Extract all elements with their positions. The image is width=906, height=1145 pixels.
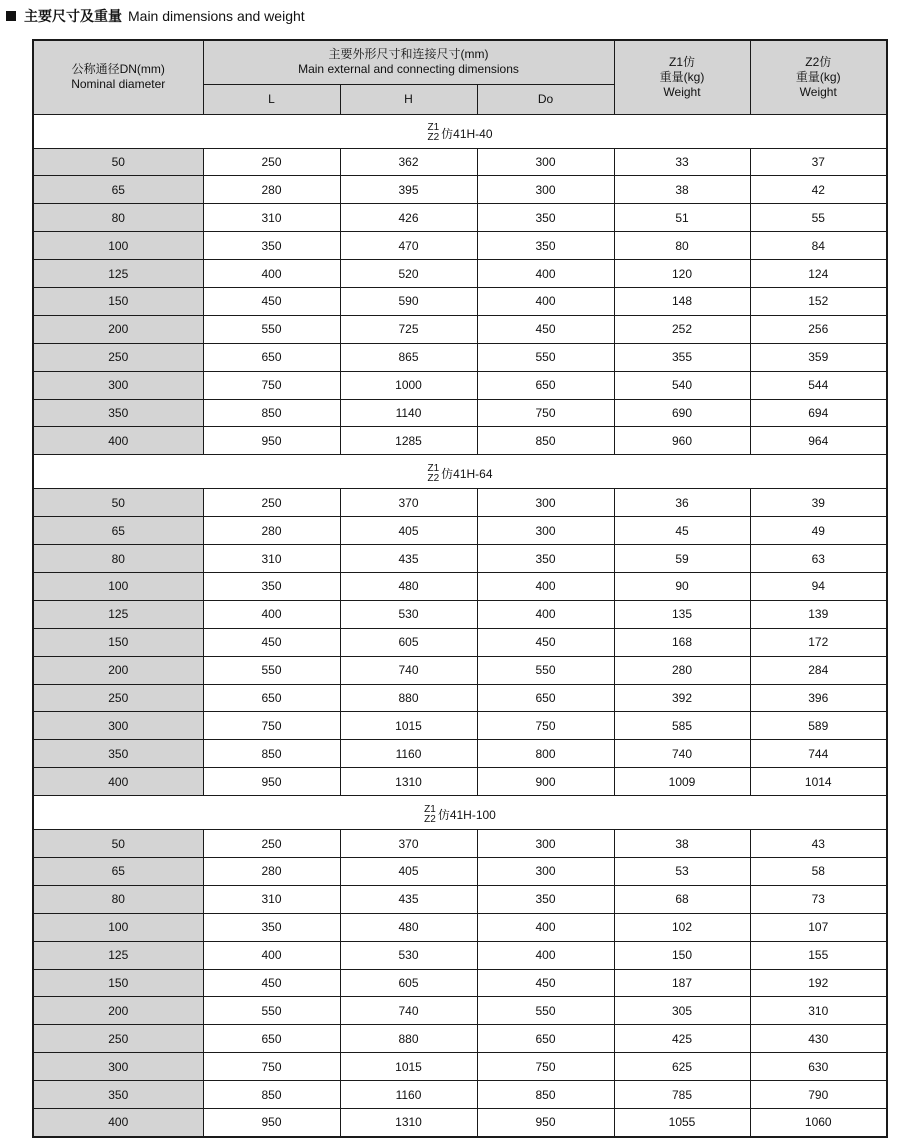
cell-l: 450: [203, 287, 340, 315]
cell-z2-weight: 58: [750, 857, 887, 885]
cell-z1-weight: 135: [614, 600, 750, 628]
cell-do: 300: [477, 830, 614, 858]
cell-z2-weight: 39: [750, 489, 887, 517]
cell-z2-weight: 430: [750, 1025, 887, 1053]
cell-h: 1015: [340, 712, 477, 740]
table-row: [33, 287, 887, 315]
table-row: [33, 600, 887, 628]
table-body: [33, 114, 887, 1137]
cell-z1-weight: 540: [614, 371, 750, 399]
section-model-name: 仿41H-40: [441, 126, 493, 141]
cell-do: 350: [477, 204, 614, 232]
cell-h: 435: [340, 545, 477, 573]
title-zh: 主要尺寸及重量: [24, 8, 122, 24]
cell-z1-weight: 585: [614, 712, 750, 740]
cell-dn: 100: [33, 572, 203, 600]
cell-do: 650: [477, 684, 614, 712]
title-en: Main dimensions and weight: [128, 8, 305, 24]
section-model-name: 仿41H-64: [441, 467, 493, 482]
cell-dn: 300: [33, 1053, 203, 1081]
header-z1-weight: Z1仿 重量(kg) Weight: [614, 40, 750, 114]
table-row: [33, 857, 887, 885]
cell-z1-weight: 280: [614, 656, 750, 684]
cell-l: 850: [203, 399, 340, 427]
cell-z2-weight: 172: [750, 628, 887, 656]
cell-do: 550: [477, 343, 614, 371]
cell-h: 740: [340, 656, 477, 684]
cell-z2-weight: 744: [750, 740, 887, 768]
cell-do: 300: [477, 489, 614, 517]
cell-z1-weight: 168: [614, 628, 750, 656]
cell-z1-weight: 59: [614, 545, 750, 573]
cell-h: 1310: [340, 1109, 477, 1137]
cell-z1-weight: 187: [614, 969, 750, 997]
cell-z1-weight: 102: [614, 913, 750, 941]
table-row: [33, 656, 887, 684]
table-row: [33, 997, 887, 1025]
cell-h: 530: [340, 600, 477, 628]
cell-z1-weight: 150: [614, 941, 750, 969]
section-model-label: [33, 796, 887, 830]
cell-l: 750: [203, 1053, 340, 1081]
cell-dn: 300: [33, 712, 203, 740]
cell-h: 605: [340, 969, 477, 997]
cell-do: 300: [477, 517, 614, 545]
section-z1-label: Z1: [427, 122, 440, 133]
cell-z2-weight: 155: [750, 941, 887, 969]
header-z2-weight: Z2仿 重量(kg) Weight: [750, 40, 887, 114]
cell-l: 280: [203, 517, 340, 545]
cell-l: 280: [203, 176, 340, 204]
cell-z2-weight: 73: [750, 885, 887, 913]
cell-dn: 250: [33, 684, 203, 712]
cell-z2-weight: 84: [750, 232, 887, 260]
cell-dn: 400: [33, 768, 203, 796]
cell-l: 350: [203, 232, 340, 260]
cell-dn: 100: [33, 232, 203, 260]
cell-dn: 125: [33, 600, 203, 628]
cell-z1-weight: 1009: [614, 768, 750, 796]
cell-dn: 80: [33, 204, 203, 232]
cell-h: 880: [340, 684, 477, 712]
cell-do: 550: [477, 656, 614, 684]
cell-z2-weight: 107: [750, 913, 887, 941]
cell-z1-weight: 960: [614, 427, 750, 455]
cell-z2-weight: 139: [750, 600, 887, 628]
table-row: [33, 913, 887, 941]
cell-z2-weight: 630: [750, 1053, 887, 1081]
cell-z1-weight: 120: [614, 260, 750, 288]
table-row: [33, 148, 887, 176]
table-row: [33, 427, 887, 455]
cell-dn: 350: [33, 399, 203, 427]
cell-l: 550: [203, 315, 340, 343]
table-row: [33, 489, 887, 517]
table-row: [33, 572, 887, 600]
cell-l: 350: [203, 913, 340, 941]
cell-h: 1140: [340, 399, 477, 427]
cell-z2-weight: 192: [750, 969, 887, 997]
cell-dn: 125: [33, 941, 203, 969]
cell-z1-weight: 45: [614, 517, 750, 545]
cell-do: 450: [477, 969, 614, 997]
table-row: [33, 232, 887, 260]
cell-h: 1015: [340, 1053, 477, 1081]
cell-h: 405: [340, 517, 477, 545]
cell-z2-weight: 964: [750, 427, 887, 455]
table-row: [33, 1025, 887, 1053]
header-col-l: L: [203, 84, 340, 114]
cell-l: 650: [203, 684, 340, 712]
cell-dn: 50: [33, 830, 203, 858]
cell-dn: 65: [33, 176, 203, 204]
cell-l: 650: [203, 343, 340, 371]
cell-dn: 250: [33, 1025, 203, 1053]
section-model-label: [33, 455, 887, 489]
cell-do: 950: [477, 1109, 614, 1137]
cell-do: 750: [477, 1053, 614, 1081]
cell-z1-weight: 625: [614, 1053, 750, 1081]
table-row: [33, 176, 887, 204]
cell-z1-weight: 392: [614, 684, 750, 712]
cell-dn: 200: [33, 315, 203, 343]
cell-dn: 350: [33, 740, 203, 768]
page-title: [6, 5, 305, 27]
cell-dn: 200: [33, 997, 203, 1025]
cell-l: 850: [203, 740, 340, 768]
cell-l: 310: [203, 885, 340, 913]
table-row: [33, 343, 887, 371]
cell-z1-weight: 80: [614, 232, 750, 260]
table-row: [33, 545, 887, 573]
dimensions-table: [32, 39, 888, 1138]
cell-z2-weight: 694: [750, 399, 887, 427]
cell-l: 450: [203, 969, 340, 997]
cell-dn: 150: [33, 628, 203, 656]
cell-do: 450: [477, 628, 614, 656]
table-row: [33, 628, 887, 656]
cell-l: 280: [203, 857, 340, 885]
table-row: [33, 885, 887, 913]
cell-do: 400: [477, 941, 614, 969]
cell-do: 550: [477, 997, 614, 1025]
cell-z1-weight: 38: [614, 830, 750, 858]
cell-h: 395: [340, 176, 477, 204]
cell-h: 405: [340, 857, 477, 885]
cell-dn: 80: [33, 545, 203, 573]
cell-h: 470: [340, 232, 477, 260]
cell-z2-weight: 310: [750, 997, 887, 1025]
section-model-name: 仿41H-100: [437, 808, 496, 823]
table-row: [33, 260, 887, 288]
cell-l: 400: [203, 941, 340, 969]
cell-do: 400: [477, 913, 614, 941]
cell-dn: 100: [33, 913, 203, 941]
cell-h: 426: [340, 204, 477, 232]
section-z2-label: Z2: [424, 813, 436, 825]
header-main-dimensions: 主要外形尺寸和连接尺寸(mm) Main external and connecting dimensions: [203, 40, 614, 84]
cell-l: 350: [203, 572, 340, 600]
cell-h: 480: [340, 572, 477, 600]
table-row: [33, 204, 887, 232]
section-z1-label: Z1: [424, 803, 436, 815]
cell-h: 530: [340, 941, 477, 969]
cell-h: 1160: [340, 740, 477, 768]
cell-do: 900: [477, 768, 614, 796]
table-row: [33, 712, 887, 740]
cell-h: 1310: [340, 768, 477, 796]
cell-do: 400: [477, 572, 614, 600]
cell-z2-weight: 359: [750, 343, 887, 371]
section-z2-label: Z2: [427, 132, 440, 143]
cell-dn: 250: [33, 343, 203, 371]
cell-do: 850: [477, 1081, 614, 1109]
cell-dn: 400: [33, 427, 203, 455]
cell-do: 800: [477, 740, 614, 768]
cell-z1-weight: 90: [614, 572, 750, 600]
cell-z1-weight: 305: [614, 997, 750, 1025]
cell-l: 250: [203, 830, 340, 858]
cell-z1-weight: 740: [614, 740, 750, 768]
cell-l: 950: [203, 768, 340, 796]
table-row: [33, 830, 887, 858]
cell-dn: 80: [33, 885, 203, 913]
cell-z2-weight: 544: [750, 371, 887, 399]
cell-z2-weight: 37: [750, 148, 887, 176]
section-z2-label: Z2: [427, 472, 440, 484]
cell-h: 480: [340, 913, 477, 941]
cell-z1-weight: 36: [614, 489, 750, 517]
cell-z2-weight: 152: [750, 287, 887, 315]
cell-h: 1285: [340, 427, 477, 455]
cell-do: 400: [477, 260, 614, 288]
cell-h: 880: [340, 1025, 477, 1053]
cell-h: 370: [340, 489, 477, 517]
cell-h: 520: [340, 260, 477, 288]
table-row: [33, 517, 887, 545]
cell-l: 750: [203, 712, 340, 740]
cell-dn: 300: [33, 371, 203, 399]
cell-h: 740: [340, 997, 477, 1025]
cell-do: 350: [477, 545, 614, 573]
cell-z2-weight: 55: [750, 204, 887, 232]
cell-z2-weight: 43: [750, 830, 887, 858]
cell-z1-weight: 33: [614, 148, 750, 176]
cell-z1-weight: 1055: [614, 1109, 750, 1137]
cell-z1-weight: 252: [614, 315, 750, 343]
cell-z1-weight: 51: [614, 204, 750, 232]
table-row: [33, 371, 887, 399]
cell-l: 950: [203, 1109, 340, 1137]
cell-do: 750: [477, 712, 614, 740]
cell-do: 650: [477, 371, 614, 399]
header-col-do: Do: [477, 84, 614, 114]
cell-h: 370: [340, 830, 477, 858]
table-row: [33, 740, 887, 768]
cell-z2-weight: 396: [750, 684, 887, 712]
cell-h: 435: [340, 885, 477, 913]
cell-z2-weight: 1060: [750, 1109, 887, 1137]
cell-dn: 50: [33, 148, 203, 176]
section-header-row: [33, 796, 887, 830]
cell-l: 450: [203, 628, 340, 656]
cell-l: 310: [203, 545, 340, 573]
cell-l: 750: [203, 371, 340, 399]
cell-l: 650: [203, 1025, 340, 1053]
cell-z1-weight: 68: [614, 885, 750, 913]
header-col-h: H: [340, 84, 477, 114]
cell-z1-weight: 355: [614, 343, 750, 371]
square-bullet-icon: [6, 11, 16, 21]
cell-h: 362: [340, 148, 477, 176]
cell-h: 1160: [340, 1081, 477, 1109]
cell-l: 400: [203, 260, 340, 288]
cell-z1-weight: 53: [614, 857, 750, 885]
cell-l: 400: [203, 600, 340, 628]
section-header-row: [33, 114, 887, 148]
cell-do: 650: [477, 1025, 614, 1053]
cell-z2-weight: 790: [750, 1081, 887, 1109]
cell-z1-weight: 690: [614, 399, 750, 427]
table-row: [33, 1109, 887, 1137]
cell-dn: 350: [33, 1081, 203, 1109]
cell-dn: 200: [33, 656, 203, 684]
cell-do: 300: [477, 176, 614, 204]
cell-z2-weight: 589: [750, 712, 887, 740]
cell-z1-weight: 38: [614, 176, 750, 204]
cell-dn: 65: [33, 857, 203, 885]
cell-z2-weight: 1014: [750, 768, 887, 796]
cell-z2-weight: 49: [750, 517, 887, 545]
cell-h: 1000: [340, 371, 477, 399]
cell-dn: 150: [33, 969, 203, 997]
cell-z2-weight: 42: [750, 176, 887, 204]
cell-h: 725: [340, 315, 477, 343]
table-row: [33, 969, 887, 997]
table-row: [33, 1053, 887, 1081]
section-model-label: [33, 114, 887, 148]
cell-do: 400: [477, 600, 614, 628]
section-z1-label: Z1: [427, 462, 440, 474]
table-row: [33, 1081, 887, 1109]
cell-l: 250: [203, 489, 340, 517]
cell-h: 865: [340, 343, 477, 371]
table-row: [33, 768, 887, 796]
table-row: [33, 684, 887, 712]
table-row: [33, 941, 887, 969]
cell-do: 350: [477, 232, 614, 260]
cell-z2-weight: 94: [750, 572, 887, 600]
cell-do: 850: [477, 427, 614, 455]
cell-h: 590: [340, 287, 477, 315]
cell-dn: 50: [33, 489, 203, 517]
table-row: [33, 399, 887, 427]
cell-z1-weight: 785: [614, 1081, 750, 1109]
cell-z2-weight: 63: [750, 545, 887, 573]
cell-z1-weight: 148: [614, 287, 750, 315]
cell-l: 550: [203, 997, 340, 1025]
cell-z2-weight: 256: [750, 315, 887, 343]
cell-dn: 65: [33, 517, 203, 545]
cell-do: 300: [477, 857, 614, 885]
cell-z1-weight: 425: [614, 1025, 750, 1053]
cell-do: 400: [477, 287, 614, 315]
section-header-row: [33, 455, 887, 489]
cell-l: 950: [203, 427, 340, 455]
cell-h: 605: [340, 628, 477, 656]
cell-l: 310: [203, 204, 340, 232]
cell-dn: 150: [33, 287, 203, 315]
cell-l: 250: [203, 148, 340, 176]
cell-do: 750: [477, 399, 614, 427]
cell-l: 850: [203, 1081, 340, 1109]
cell-do: 300: [477, 148, 614, 176]
cell-z2-weight: 284: [750, 656, 887, 684]
cell-do: 350: [477, 885, 614, 913]
cell-do: 450: [477, 315, 614, 343]
table-row: [33, 315, 887, 343]
cell-z2-weight: 124: [750, 260, 887, 288]
header-nominal-diameter: 公称通径DN(mm) Nominal diameter: [33, 40, 203, 114]
cell-dn: 400: [33, 1109, 203, 1137]
cell-l: 550: [203, 656, 340, 684]
cell-dn: 125: [33, 260, 203, 288]
